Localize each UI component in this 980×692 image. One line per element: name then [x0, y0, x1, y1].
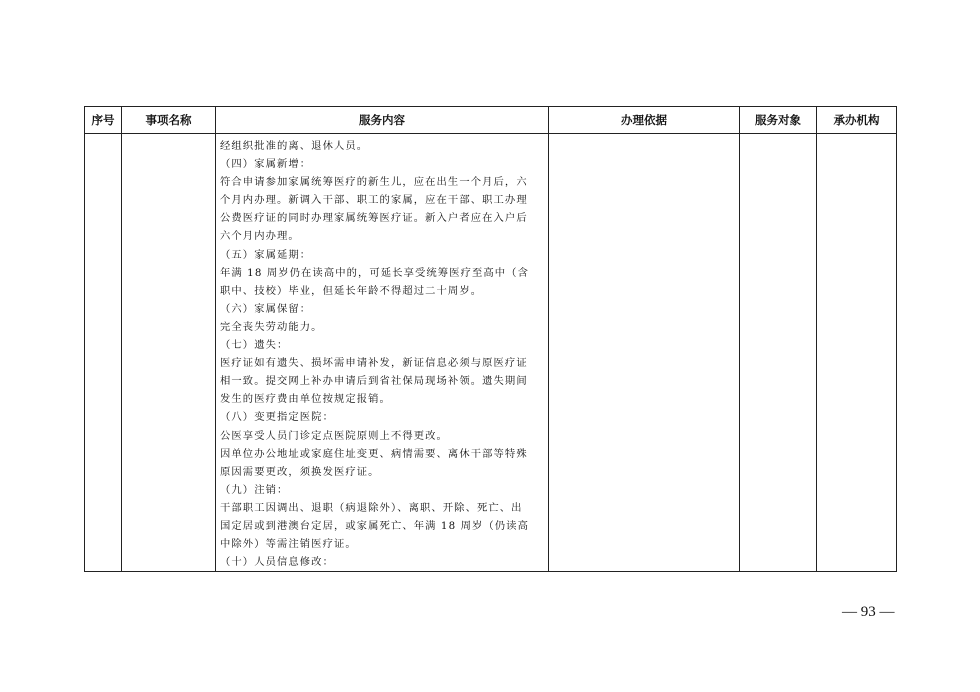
table-header-row	[85, 107, 897, 134]
content-line: 中除外）等需注销医疗证。	[220, 538, 357, 551]
content-line: （七）遗失：	[220, 339, 289, 352]
content-line: （八）变更指定医院：	[220, 411, 334, 424]
page-number: — 93 —	[842, 604, 895, 620]
content-line: （五）家属延期：	[220, 248, 312, 261]
cell-serial-number	[85, 134, 122, 572]
content-line: （十）人员信息修改：	[220, 556, 334, 569]
content-line: 符合申请参加家属统筹医疗的新生儿，应在出生一个月后，六	[220, 176, 528, 189]
content-line: 医疗证如有遗失、损坏需申请补发，新证信息必须与原医疗证	[220, 357, 528, 370]
content-line: 个月内办理。新调入干部、职工的家属，应在干部、职工办理	[220, 194, 528, 207]
content-line: （四）家属新增：	[220, 158, 312, 171]
content-line: （九）注销：	[220, 483, 289, 496]
cell-basis	[549, 134, 740, 572]
header-item-name: 事项名称	[122, 107, 216, 134]
header-serial-number: 序号	[85, 107, 122, 134]
service-table	[84, 106, 897, 572]
service-content-lines	[220, 137, 544, 571]
content-line: 六个月内办理。	[220, 230, 300, 243]
content-line: 干部职工因调出、退职（病退除外）、离职、开除、死亡、出	[220, 501, 523, 514]
content-line: 相一致。提交网上补办申请后到省社保局现场补领。遗失期间	[220, 375, 528, 388]
cell-handling-agency	[817, 134, 897, 572]
content-line: （六）家属保留：	[220, 302, 312, 315]
cell-service-content	[216, 134, 549, 572]
header-service-content: 服务内容	[216, 107, 549, 134]
cell-item-name	[122, 134, 216, 572]
header-basis: 办理依据	[549, 107, 740, 134]
header-handling-agency: 承办机构	[817, 107, 897, 134]
content-line: 国定居或到港澳台定居，或家属死亡、年满 18 周岁（仍读高	[220, 519, 529, 532]
cell-service-target	[740, 134, 817, 572]
content-line: 发生的医疗费由单位按规定报销。	[220, 393, 391, 406]
content-line: 年满 18 周岁仍在读高中的，可延长享受统筹医疗至高中（含	[220, 266, 529, 279]
content-line: 公医享受人员门诊定点医院原则上不得更改。	[220, 429, 448, 442]
content-line: 因单位办公地址或家庭住址变更、病情需要、离休干部等特殊	[220, 447, 528, 460]
content-line: 原因需要更改，须换发医疗证。	[220, 465, 380, 478]
header-service-target: 服务对象	[740, 107, 817, 134]
content-line: 完全丧失劳动能力。	[220, 320, 323, 333]
content-line: 经组织批准的离、退休人员。	[220, 140, 369, 152]
content-line: 公费医疗证的同时办理家属统筹医疗证。新入户者应在入户后	[220, 212, 528, 225]
table-row	[85, 134, 897, 572]
content-line: 职中、技校）毕业，但延长年龄不得超过二十周岁。	[220, 284, 483, 297]
